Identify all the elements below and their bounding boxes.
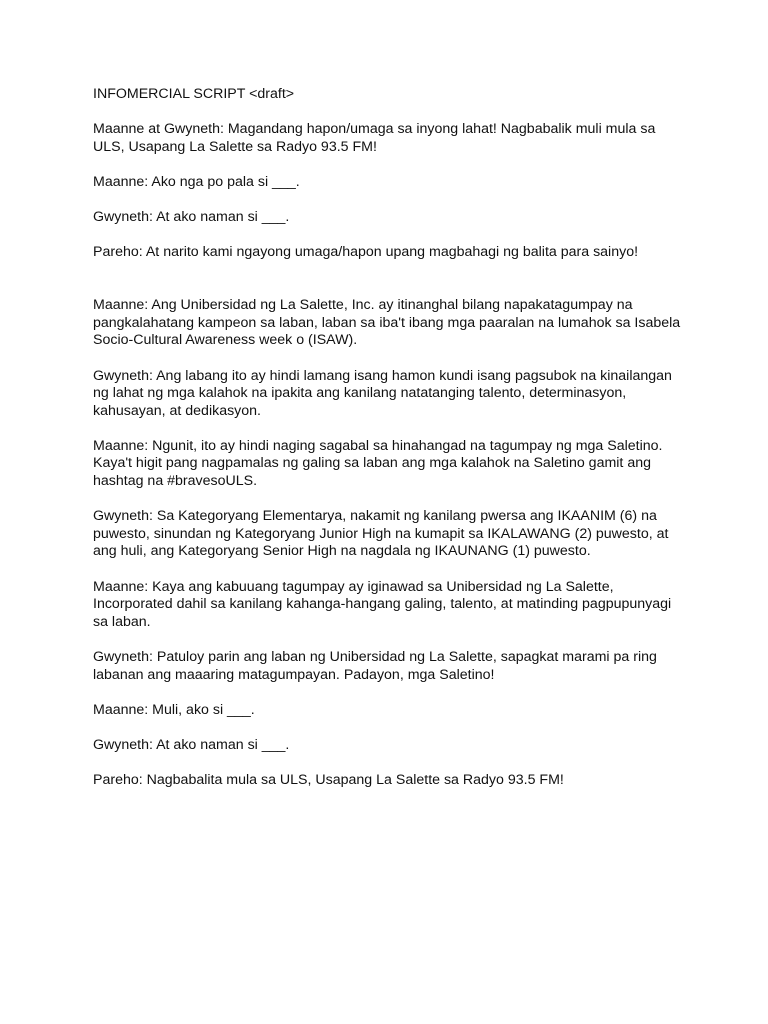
- script-line-challenge: Gwyneth: Ang labang ito ay hindi lamang isang hamon kundi isang pagsubok na kinailangan ng lahat ng mga kalahok na ipakita ang kanilang natatanging talento, determinasyon, kahusayan, at dedikasyon.: [93, 367, 672, 419]
- script-line-categories: Gwyneth: Sa Kategoryang Elementarya, nakamit ng kanilang pwersa ang IKAANIM (6) na puwesto, sinundan ng Kategoryang Junior High na kumapit sa IKALAWANG (2) puwesto, at ang huli, ang Kategoryang Senior High na nagdala ng IKAUNANG (1) puwesto.: [93, 508, 669, 560]
- script-line-champion: Maanne: Ang Unibersidad ng La Salette, Inc. ay itinanghal bilang napakatagumpay na pangkalahatang kampeon sa laban, laban sa iba't ibang mga paaralan na lumahok sa Isabela Socio-Cultural Awareness week o (ISAW).: [93, 297, 681, 349]
- document-title: INFOMERCIAL SCRIPT <draft>: [93, 86, 295, 102]
- script-line-pareho-intro: Pareho: At narito kami ngayong umaga/hapon upang magbahagi ng balita para sainyo!: [93, 244, 639, 261]
- script-line-padayon: Gwyneth: Patuloy parin ang laban ng Unibersidad ng La Salette, sapagkat marami pa ring labanan ang maaaring matagumpayan. Padayon, mga Saletino!: [93, 649, 657, 683]
- script-line-maanne-outro: Maanne: Muli, ako si ___.: [93, 701, 255, 718]
- script-line-pareho-outro: Pareho: Nagbabalita mula sa ULS, Usapang La Salette sa Radyo 93.5 FM!: [93, 772, 564, 789]
- script-line-gwyneth-intro: Gwyneth: At ako naman si ___.: [93, 209, 290, 226]
- script-line-saletino: Maanne: Ngunit, ito ay hindi naging sagabal sa hinahangad na tagumpay ng mga Saletino. Kaya't higit pang nagpamalas ng galing sa laban ang mga kalahok na Saletino gamit ang hashtag na #bravesoULS.: [93, 437, 663, 490]
- script-line-maanne-intro: Maanne: Ako nga po pala si ___.: [93, 173, 300, 190]
- script-line-greeting: Maanne at Gwyneth: Magandang hapon/umaga sa inyong lahat! Nagbabalik muli mula sa ULS, Usapang La Salette sa Radyo 93.5 FM!: [93, 121, 656, 155]
- script-line-gwyneth-outro: Gwyneth: At ako naman si ___.: [93, 736, 290, 753]
- script-line-overall: Maanne: Kaya ang kabuuang tagumpay ay iginawad sa Unibersidad ng La Salette, Incorporated dahil sa kanilang kahanga-hangang galing, talento, at matinding pagpupunyagi sa laban.: [93, 578, 672, 630]
- document-body: [93, 86, 683, 807]
